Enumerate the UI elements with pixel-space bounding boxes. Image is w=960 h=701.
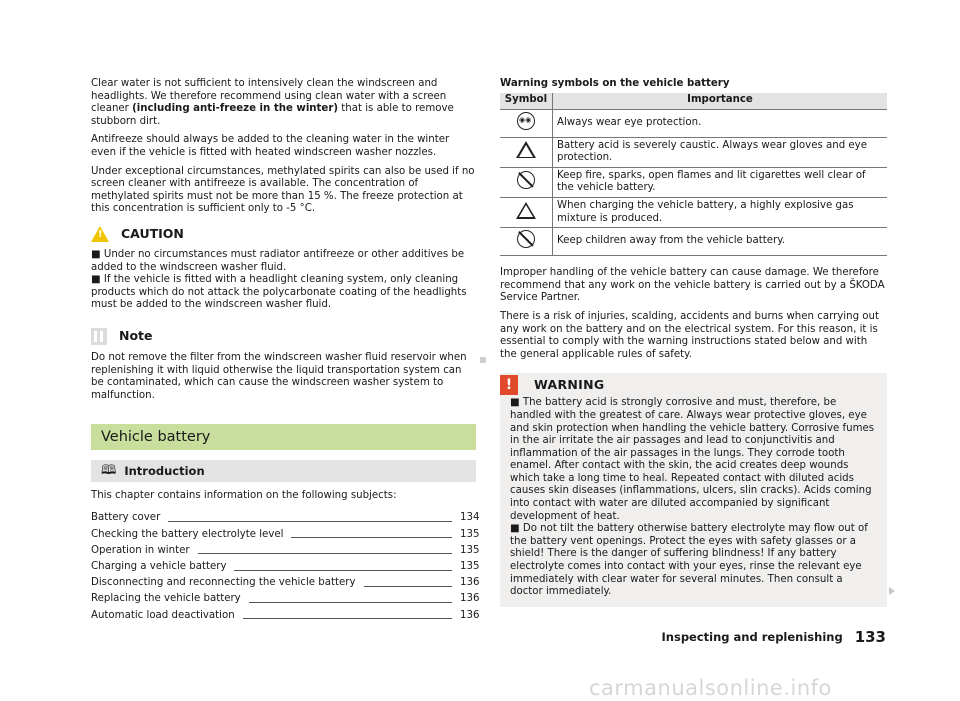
caution-label: CAUTION (121, 225, 184, 241)
table-row: Keep children away from the vehicle battery. (500, 228, 887, 256)
warning-body (500, 397, 887, 599)
caution-item: ■ If the vehicle is fitted with a headlight cleaning system, only cleaning products which do not attack the polycarbonate coating of the headlights must be added to the windscreen washer fluid. (91, 274, 467, 311)
warning-label: WARNING (534, 377, 605, 393)
column-header-symbol: Symbol (500, 93, 553, 110)
left-column (91, 78, 480, 622)
paragraph-washer-water: Clear water is not sufficient to intensively clean the windscreen and headlights. We therefore recommend using clean water with a screen cleaner (including anti-freeze in the winter) that is able to remove stubborn dirt. (91, 78, 454, 127)
table-title: Warning symbols on the vehicle battery (500, 78, 730, 89)
caution-icon: ! (91, 226, 109, 242)
intro-text: This chapter contains information on the following subjects: (91, 490, 397, 502)
intro-label: Introduction (124, 463, 205, 478)
section-end-mark (480, 357, 486, 363)
continue-arrow-icon (889, 587, 895, 595)
toc-entry[interactable]: Disconnecting and reconnecting the vehicle battery 136 (91, 577, 480, 589)
watermark: carmanualsonline.info (589, 676, 832, 700)
footer-chapter: Inspecting and replenishing (661, 630, 843, 644)
paragraph-antifreeze: Antifreeze should always be added to the cleaning water in the winter even if the vehicle is fitted with heated windscreen washer nozzles. (91, 134, 450, 158)
intro-header (91, 460, 476, 482)
note-label: Note (119, 328, 153, 344)
paragraph-improper-handling: Improper handling of the vehicle battery can cause damage. We therefore recommend that any work on the vehicle battery is carried out by a ŠKODA Service Partner. (500, 267, 885, 304)
paragraph-risk-of-injury: There is a risk of injuries, scalding, accidents and burns when carrying out any work on the battery and on the electrical system. For this reason, it is essential to comply with the warning instructions stated below and with the general applicable rules of safety. (500, 310, 879, 360)
caustic-warning-icon (516, 141, 536, 158)
table-row: When charging the vehicle battery, a highly explosive gas mixture is produced. (500, 197, 887, 227)
note-text: Do not remove the filter from the windscreen washer fluid reservoir when replenishing it with liquid otherwise the liquid transportation system can be contaminated, which can cause the windscreen washer system to malfunction. (91, 351, 467, 401)
page-number: 133 (854, 628, 886, 646)
caution-header (91, 226, 476, 242)
paragraph-methylated-spirits: Under exceptional circumstances, methylated spirits can also be used if no screen cleaner with antifreeze is available. The concentration of methylated spirits must not be more than 15 %. The freeze protection at this concentration is sufficient only to -5 °C. (91, 165, 475, 215)
eye-protection-icon (517, 112, 535, 130)
warning-item: ■ Do not tilt the battery otherwise battery electrolyte may flow out of the battery vent openings. Protect the eyes with safety glasses or a shield! There is the danger of suffering blindness! If any battery electrolyte comes into contact with your eyes, rinse the relevant eye immediately with clear water for several minutes. Then consult a doctor immediately. (510, 523, 868, 598)
page-footer (662, 628, 886, 646)
explosive-warning-icon (516, 202, 536, 219)
toc-entry[interactable]: Replacing the vehicle battery 136 (91, 593, 480, 605)
warning-icon: ! (500, 375, 518, 395)
column-header-importance: Importance (553, 93, 888, 110)
note-header (91, 328, 476, 345)
table-row: Battery acid is severely caustic. Always wear gloves and eye protection. (500, 137, 887, 167)
right-column (500, 78, 887, 607)
table-header-row (500, 93, 887, 110)
toc-entry[interactable]: Battery cover 134 (91, 512, 480, 524)
table-of-contents (91, 509, 480, 622)
warning-header (500, 373, 887, 397)
table-row: ◉◉ Always wear eye protection. (500, 109, 887, 137)
toc-entry[interactable]: Automatic load deactivation 136 (91, 609, 480, 621)
warning-box (500, 373, 887, 607)
caution-item: ■ Under no circumstances must radiator antifreeze or other additives be added to the windscreen washer fluid. (91, 248, 465, 273)
no-children-icon (517, 230, 535, 248)
table-row: Keep fire, sparks, open flames and lit cigarettes well clear of the vehicle battery. (500, 167, 887, 197)
section-title: Vehicle battery (91, 424, 476, 450)
warning-symbols-table (500, 93, 887, 257)
book-icon: 🕮 (101, 462, 117, 478)
note-icon (91, 328, 107, 345)
toc-entry[interactable]: Checking the battery electrolyte level 135 (91, 528, 480, 540)
warning-item: ■ The battery acid is strongly corrosive and must, therefore, be handled with the greatest of care. Always wear protective gloves, eye and skin protection when handling the vehicle battery. Corrosive fumes in the air irritate the air passages and lead to conjunctivitis and inflammation of the air passages in the lungs. They corrode tooth enamel. After contact with the skin, the acid creates deep wounds which take a long time to heal. Repeated contact with diluted acids causes skin diseases (inflammations, ulcers, slin cracks). Acids coming into contact with water are diluted accompanied by significant development of heat. (510, 397, 875, 522)
toc-entry[interactable]: Operation in winter 135 (91, 544, 480, 556)
no-fire-icon (517, 171, 535, 189)
toc-entry[interactable]: Charging a vehicle battery 135 (91, 561, 480, 573)
